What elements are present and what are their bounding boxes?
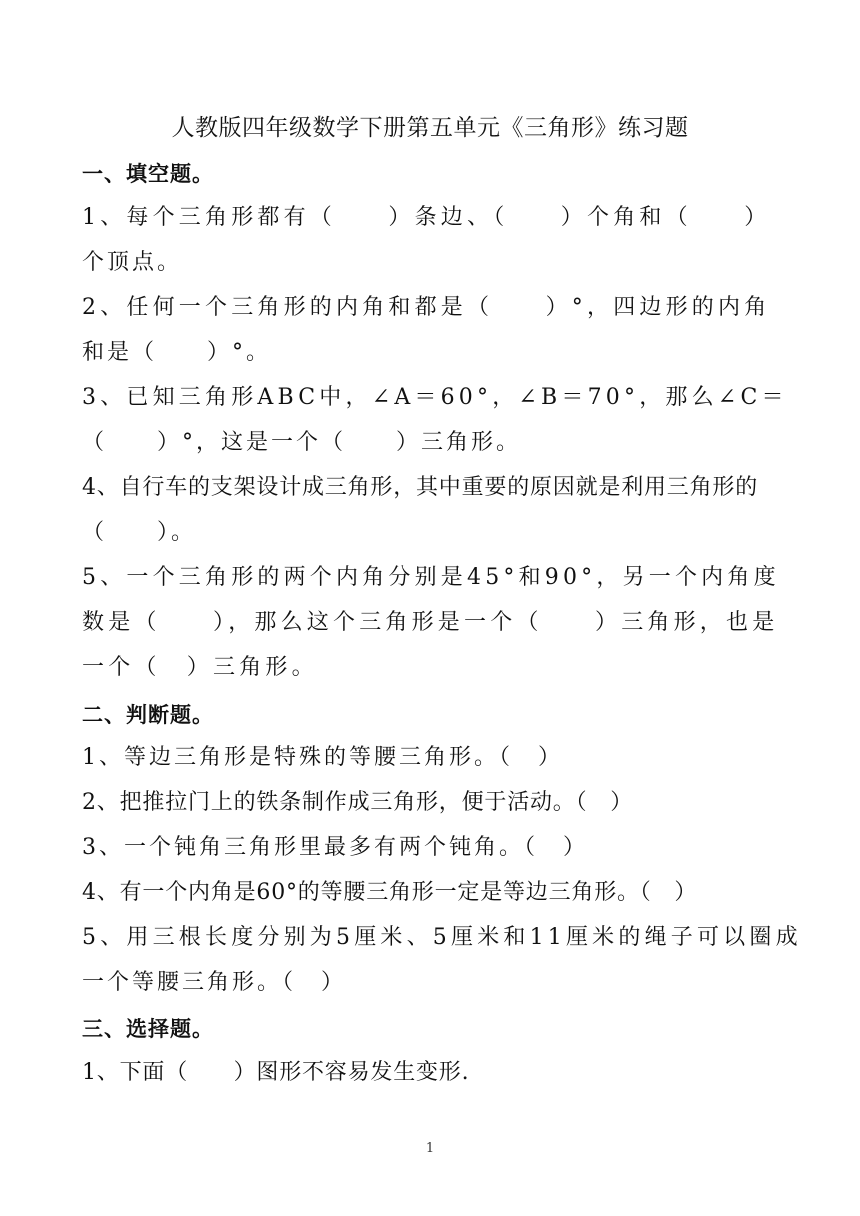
question-line: （ ）。 [82,520,197,545]
section-heading-multiple-choice: 三、选择题。 [82,1017,214,1041]
question-line: 5、一个三角形的两个内角分别是45°和90°，另一个内角度 [82,565,780,590]
section-heading-true-false: 二、判断题。 [82,703,214,727]
question-line: 3、一个钝角三角形里最多有两个钝角。（ ） [82,835,588,860]
question-line: 1、等边三角形是特殊的等腰三角形。（ ） [82,745,563,770]
question-line: 1、下面（ ）图形不容易发生变形. [82,1060,470,1085]
question-line: 2、把推拉门上的铁条制作成三角形，便于活动。（ ） [82,790,633,815]
question-line: 4、自行车的支架设计成三角形，其中重要的原因就是利用三角形的 [82,475,758,500]
question-line: 一个（ ）三角形。 [82,655,318,680]
question-line: 5、用三根长度分别为5厘米、5厘米和11厘米的绳子可以圈成 [82,925,802,950]
question-line: 一个等腰三角形。（ ） [82,970,347,995]
question-line: 3、已知三角形ABC中，∠A＝60°，∠B＝70°，那么∠C＝ [82,385,788,410]
question-line: 个顶点。 [82,250,183,275]
question-line: 和是（ ）°。 [82,340,272,365]
question-line: 4、有一个内角是60°的等腰三角形一定是等边三角形。（ ） [82,880,698,905]
question-line: （ ）°，这是一个（ ）三角形。 [82,430,522,455]
question-line: 1、每个三角形都有（ ）条边、（ ）个角和（ ） [82,205,771,230]
page-number: 1 [425,1141,435,1156]
question-line: 2、任何一个三角形的内角和都是（ ）°，四边形的内角 [82,295,771,320]
question-line: 数是（ ），那么这个三角形是一个（ ）三角形，也是 [82,610,779,635]
page-title: 人教版四年级数学下册第五单元《三角形》练习题 [171,115,689,141]
section-heading-fill-blank: 一、填空题。 [82,162,214,186]
